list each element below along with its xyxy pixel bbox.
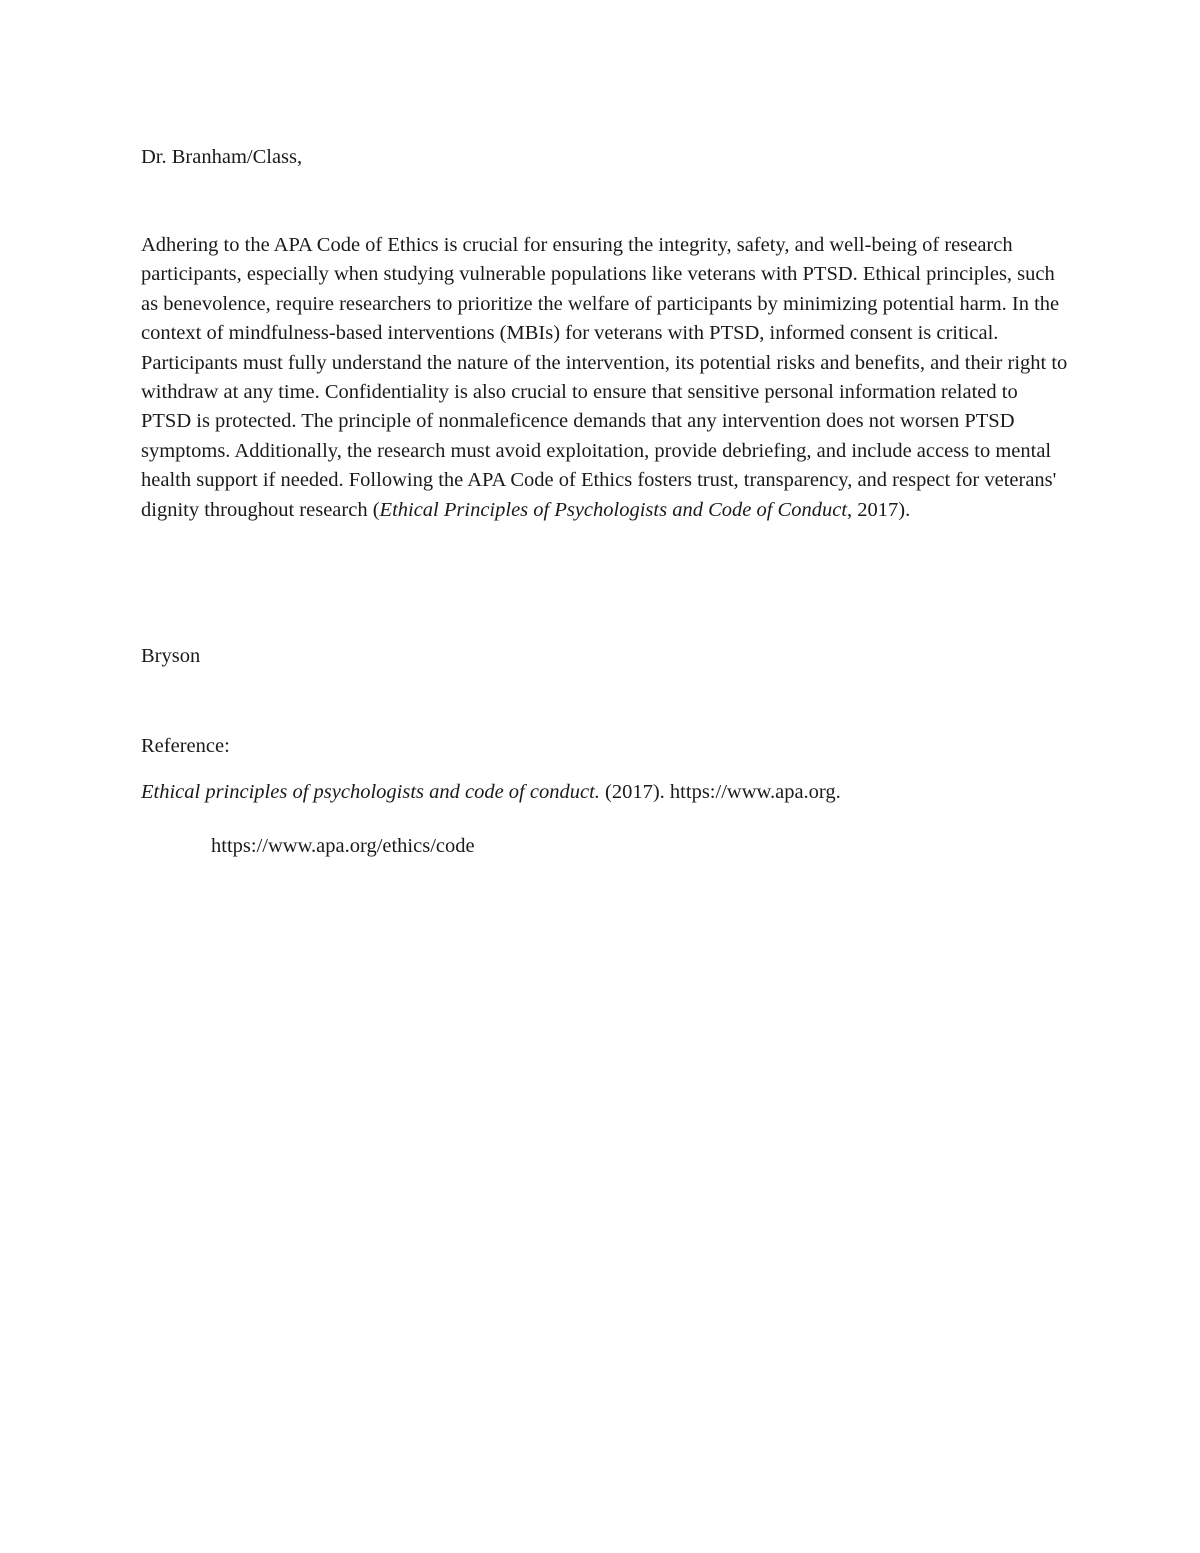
- body-text: Adhering to the APA Code of Ethics is crucial for ensuring the integrity, safety, and well-being of research participants, especially when studying vulnerable populations like veterans with PTSD. Ethical principles, such as benevolence, require researchers to prioritize the welfare of participants by minimizing potential harm. In the context of mindfulness-based interventions (MBIs) for veterans with PTSD, informed consent is critical. Participants must fully understand the nature of the intervention, its potential risks and benefits, and their right to withdraw at any time. Confidentiality is also crucial to ensure that sensitive personal information related to PTSD is protected. The principle of nonmaleficence demands that any intervention does not worsen PTSD symptoms. Additionally, the research must avoid exploitation, provide debriefing, and include access to mental health support if needed. Following the APA Code of Ethics fosters trust, transparency, and respect for veterans' dignity throughout research (: [141, 234, 1068, 521]
- citation-title: Ethical Principles of Psychologists and Code of Conduct: [379, 498, 848, 521]
- body-paragraph: [141, 231, 1071, 525]
- citation-year: , 2017).: [847, 498, 911, 521]
- greeting: Dr. Branham/Class,: [141, 146, 303, 168]
- reference-details: (2017). https://www.apa.org.: [599, 781, 841, 803]
- reference-url: https://www.apa.org/ethics/code: [211, 835, 475, 857]
- reference-title: Ethical principles of psychologists and code of conduct.: [141, 781, 600, 803]
- reference-entry: [141, 778, 1071, 807]
- reference-heading: Reference:: [141, 735, 230, 757]
- signature: Bryson: [141, 645, 201, 667]
